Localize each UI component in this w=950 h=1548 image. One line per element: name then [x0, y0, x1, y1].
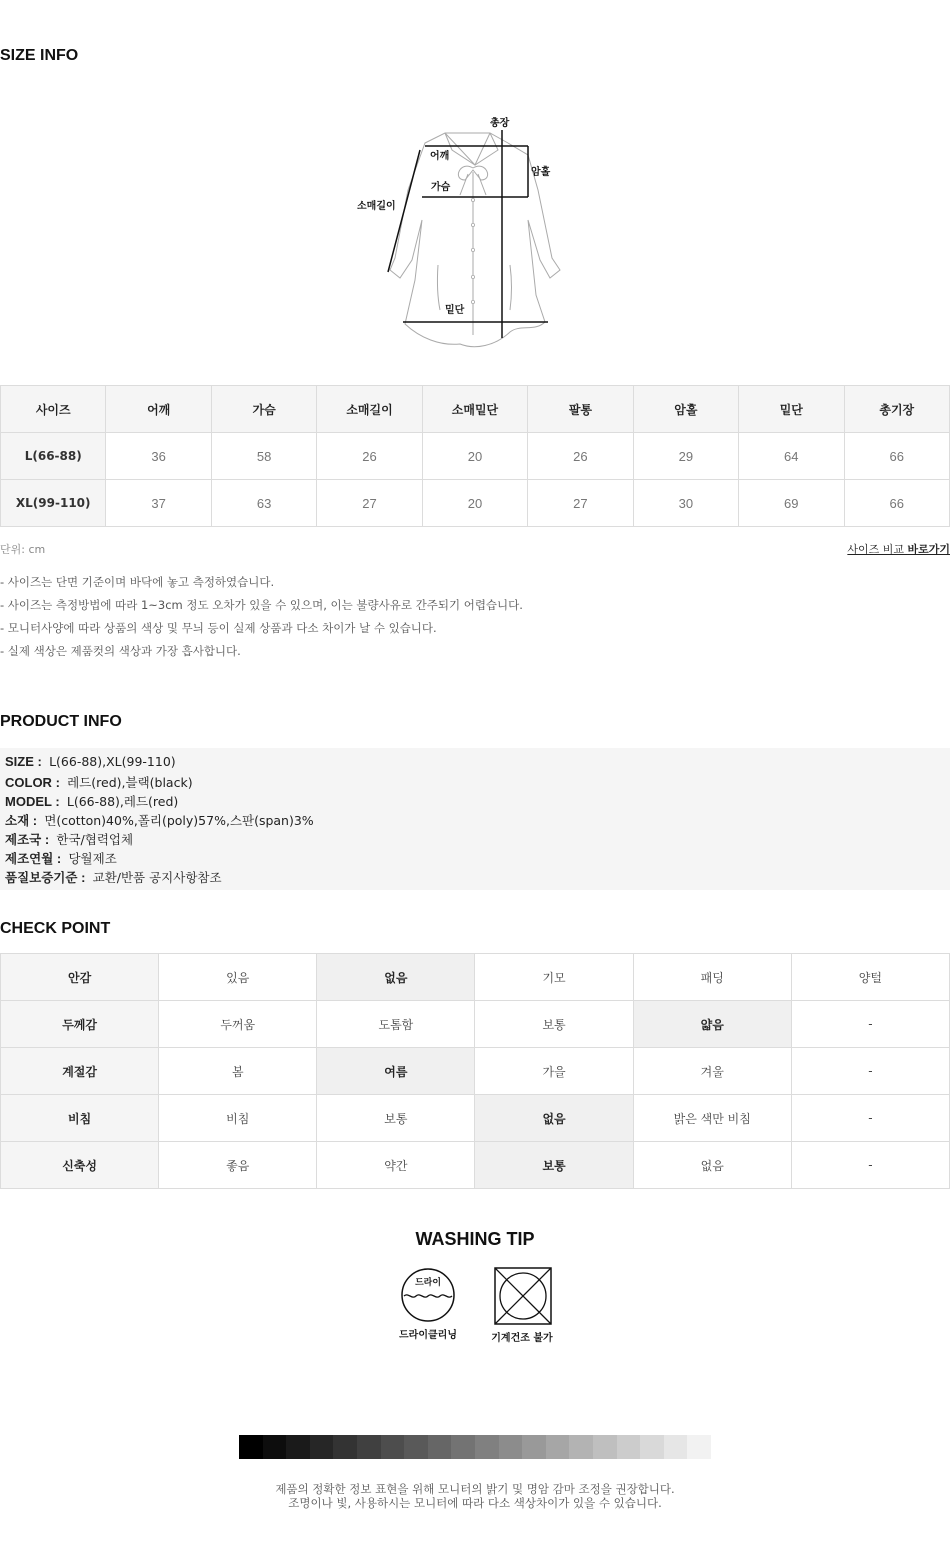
check-option: 가을	[475, 1048, 633, 1095]
product-info-row: MODEL : L(66-88),레드(red)	[5, 794, 179, 809]
size-table	[0, 385, 950, 527]
product-info-row: COLOR : 레드(red),블랙(black)	[5, 775, 193, 790]
product-info-row: 품질보증기준 : 교환/반품 공지사항참조	[5, 870, 222, 885]
dry-clean-icon-text: 드라이	[414, 1278, 442, 1288]
table-row	[1, 433, 950, 480]
monitor-note-line1: 제품의 정확한 정보 표현을 위해 모니터의 밝기 및 명암 감마 조정을 권장합니다.	[275, 1482, 675, 1496]
product-info-key: 제조국	[5, 832, 42, 847]
check-option: 보통	[317, 1095, 475, 1142]
size-cell: 66	[844, 480, 950, 527]
size-header-cell: 소매밑단	[422, 386, 527, 433]
size-header-cell: 사이즈	[1, 386, 106, 433]
product-info-key: SIZE	[5, 754, 34, 769]
sketch-label-total-length: 총장	[490, 118, 510, 129]
size-cell: 27	[317, 480, 422, 527]
product-info-row: 제조연월 : 당월제조	[5, 851, 117, 866]
grayscale-swatch	[522, 1435, 546, 1459]
product-info-key: 소재	[5, 813, 30, 828]
check-option: 봄	[159, 1048, 317, 1095]
washing-tip-title: WASHING TIP	[415, 1229, 535, 1249]
product-info-key: 품질보증기준	[5, 870, 78, 885]
grayscale-swatch	[381, 1435, 405, 1459]
grayscale-swatch	[546, 1435, 570, 1459]
sketch-label-hem: 밑단	[445, 305, 465, 316]
product-info-value: 한국/협력업체	[56, 832, 134, 847]
table-row	[1, 1142, 950, 1189]
sketch-label-armhole: 암홀	[531, 167, 551, 178]
grayscale-swatch	[333, 1435, 357, 1459]
monitor-note-line2: 조명이나 빛, 사용하시는 모니터에 따라 다소 색상차이가 있을 수 있습니다.	[288, 1496, 662, 1510]
check-option: 좋음	[159, 1142, 317, 1189]
size-header-cell: 밑단	[739, 386, 844, 433]
grayscale-swatch	[451, 1435, 475, 1459]
size-cell: 20	[422, 433, 527, 480]
check-option: 도톰함	[317, 1001, 475, 1048]
sketch-label-shoulder: 어깨	[430, 151, 450, 162]
check-option: 약간	[317, 1142, 475, 1189]
size-cell: 58	[211, 433, 316, 480]
size-header-cell: 팔통	[528, 386, 633, 433]
check-option: 비침	[159, 1095, 317, 1142]
grayscale-swatch	[428, 1435, 452, 1459]
product-info-row: 제조국 : 한국/협력업체	[5, 832, 134, 847]
dry-clean-label: 드라이클리닝	[399, 1330, 457, 1341]
size-header-cell: 암홀	[633, 386, 738, 433]
check-option: 밝은 색만 비침	[633, 1095, 791, 1142]
note-item: - 사이즈는 단면 기준이며 바닥에 놓고 측정하였습니다.	[0, 575, 275, 589]
size-header-cell: 가슴	[211, 386, 316, 433]
product-info-value: 면(cotton)40%,폴리(poly)57%,스판(span)3%	[44, 813, 314, 828]
check-option-selected: 여름	[317, 1048, 475, 1095]
garment-size-sketch	[340, 110, 590, 360]
grayscale-swatch	[640, 1435, 664, 1459]
no-machine-dry-label: 기계건조 불가	[491, 1333, 553, 1344]
product-info-box	[0, 748, 950, 890]
note-item: - 모니터사양에 따라 상품의 색상 및 무늬 등이 실제 상품과 다소 차이가 날 수 있습니다.	[0, 621, 437, 635]
check-option: 두꺼움	[159, 1001, 317, 1048]
check-option: -	[791, 1048, 949, 1095]
grayscale-swatch	[475, 1435, 499, 1459]
size-cell: 26	[528, 433, 633, 480]
grayscale-swatch	[263, 1435, 287, 1459]
product-info-key: MODEL	[5, 794, 52, 809]
check-option-selected: 보통	[475, 1142, 633, 1189]
check-option: -	[791, 1142, 949, 1189]
check-option: 보통	[475, 1001, 633, 1048]
size-compare-prefix: 사이즈 비교	[847, 543, 908, 556]
check-row-label: 두께감	[1, 1001, 159, 1048]
size-info-title: SIZE INFO	[0, 47, 79, 64]
check-row-label: 계절감	[1, 1048, 159, 1095]
table-row	[1, 954, 950, 1001]
size-cell: 20	[422, 480, 527, 527]
check-option: 기모	[475, 954, 633, 1001]
size-table-header-row	[1, 386, 950, 433]
size-row-label: XL(99-110)	[1, 480, 106, 527]
grayscale-bar	[239, 1435, 711, 1459]
product-info-value: L(66-88),레드(red)	[66, 794, 179, 809]
size-header-cell: 총기장	[844, 386, 950, 433]
dry-clean-icon	[399, 1266, 457, 1324]
size-cell: 66	[844, 433, 950, 480]
size-row-label: L(66-88)	[1, 433, 106, 480]
no-machine-dry-icon	[493, 1266, 553, 1326]
note-item: - 사이즈는 측정방법에 따라 1~3cm 정도 오차가 있을 수 있으며, 이는 불량사유로 간주되기 어렵습니다.	[0, 598, 523, 612]
check-option: 패딩	[633, 954, 791, 1001]
size-cell: 64	[739, 433, 844, 480]
product-info-key: COLOR	[5, 775, 52, 790]
size-header-cell: 어깨	[106, 386, 211, 433]
check-option: 없음	[633, 1142, 791, 1189]
sketch-label-sleeve-length: 소매길이	[357, 201, 396, 212]
product-info-value: L(66-88),XL(99-110)	[49, 754, 176, 769]
unit-label: 단위: cm	[0, 543, 46, 556]
check-option-selected: 얇음	[633, 1001, 791, 1048]
grayscale-swatch	[569, 1435, 593, 1459]
table-row	[1, 1048, 950, 1095]
table-row	[1, 1001, 950, 1048]
grayscale-swatch	[593, 1435, 617, 1459]
grayscale-swatch	[499, 1435, 523, 1459]
size-header-cell: 소매길이	[317, 386, 422, 433]
check-option: 겨울	[633, 1048, 791, 1095]
check-point-title: CHECK POINT	[0, 920, 111, 937]
size-cell: 63	[211, 480, 316, 527]
grayscale-swatch	[357, 1435, 381, 1459]
product-info-value: 당월제조	[68, 851, 117, 866]
check-option: 양털	[791, 954, 949, 1001]
table-row	[1, 1095, 950, 1142]
product-info-key: 제조연월	[5, 851, 54, 866]
size-cell: 37	[106, 480, 211, 527]
size-cell: 36	[106, 433, 211, 480]
size-compare-link[interactable]	[847, 541, 950, 557]
product-info-value: 교환/반품 공지사항참조	[92, 870, 222, 885]
check-option-selected: 없음	[475, 1095, 633, 1142]
grayscale-swatch	[286, 1435, 310, 1459]
check-point-table	[0, 953, 950, 1189]
size-cell: 26	[317, 433, 422, 480]
product-info-value: 레드(red),블랙(black)	[67, 775, 193, 790]
size-cell: 27	[528, 480, 633, 527]
grayscale-swatch	[310, 1435, 334, 1459]
size-notes	[0, 574, 523, 666]
grayscale-swatch	[664, 1435, 688, 1459]
grayscale-swatch	[617, 1435, 641, 1459]
check-row-label: 안감	[1, 954, 159, 1001]
product-info-title: PRODUCT INFO	[0, 713, 122, 730]
size-compare-shortcut: 바로가기	[907, 543, 950, 556]
check-option: 있음	[159, 954, 317, 1001]
check-option: -	[791, 1095, 949, 1142]
check-row-label: 비침	[1, 1095, 159, 1142]
check-option-selected: 없음	[317, 954, 475, 1001]
check-option: -	[791, 1001, 949, 1048]
grayscale-swatch	[239, 1435, 263, 1459]
table-row	[1, 480, 950, 527]
note-item: - 실제 색상은 제품컷의 색상과 가장 흡사합니다.	[0, 644, 241, 658]
sketch-label-chest: 가슴	[431, 182, 451, 193]
product-info-row: 소재 : 면(cotton)40%,폴리(poly)57%,스판(span)3%	[5, 813, 314, 828]
size-cell: 69	[739, 480, 844, 527]
size-cell: 30	[633, 480, 738, 527]
check-row-label: 신축성	[1, 1142, 159, 1189]
grayscale-swatch	[404, 1435, 428, 1459]
product-info-row: SIZE : L(66-88),XL(99-110)	[5, 754, 176, 769]
size-cell: 29	[633, 433, 738, 480]
grayscale-swatch	[687, 1435, 711, 1459]
